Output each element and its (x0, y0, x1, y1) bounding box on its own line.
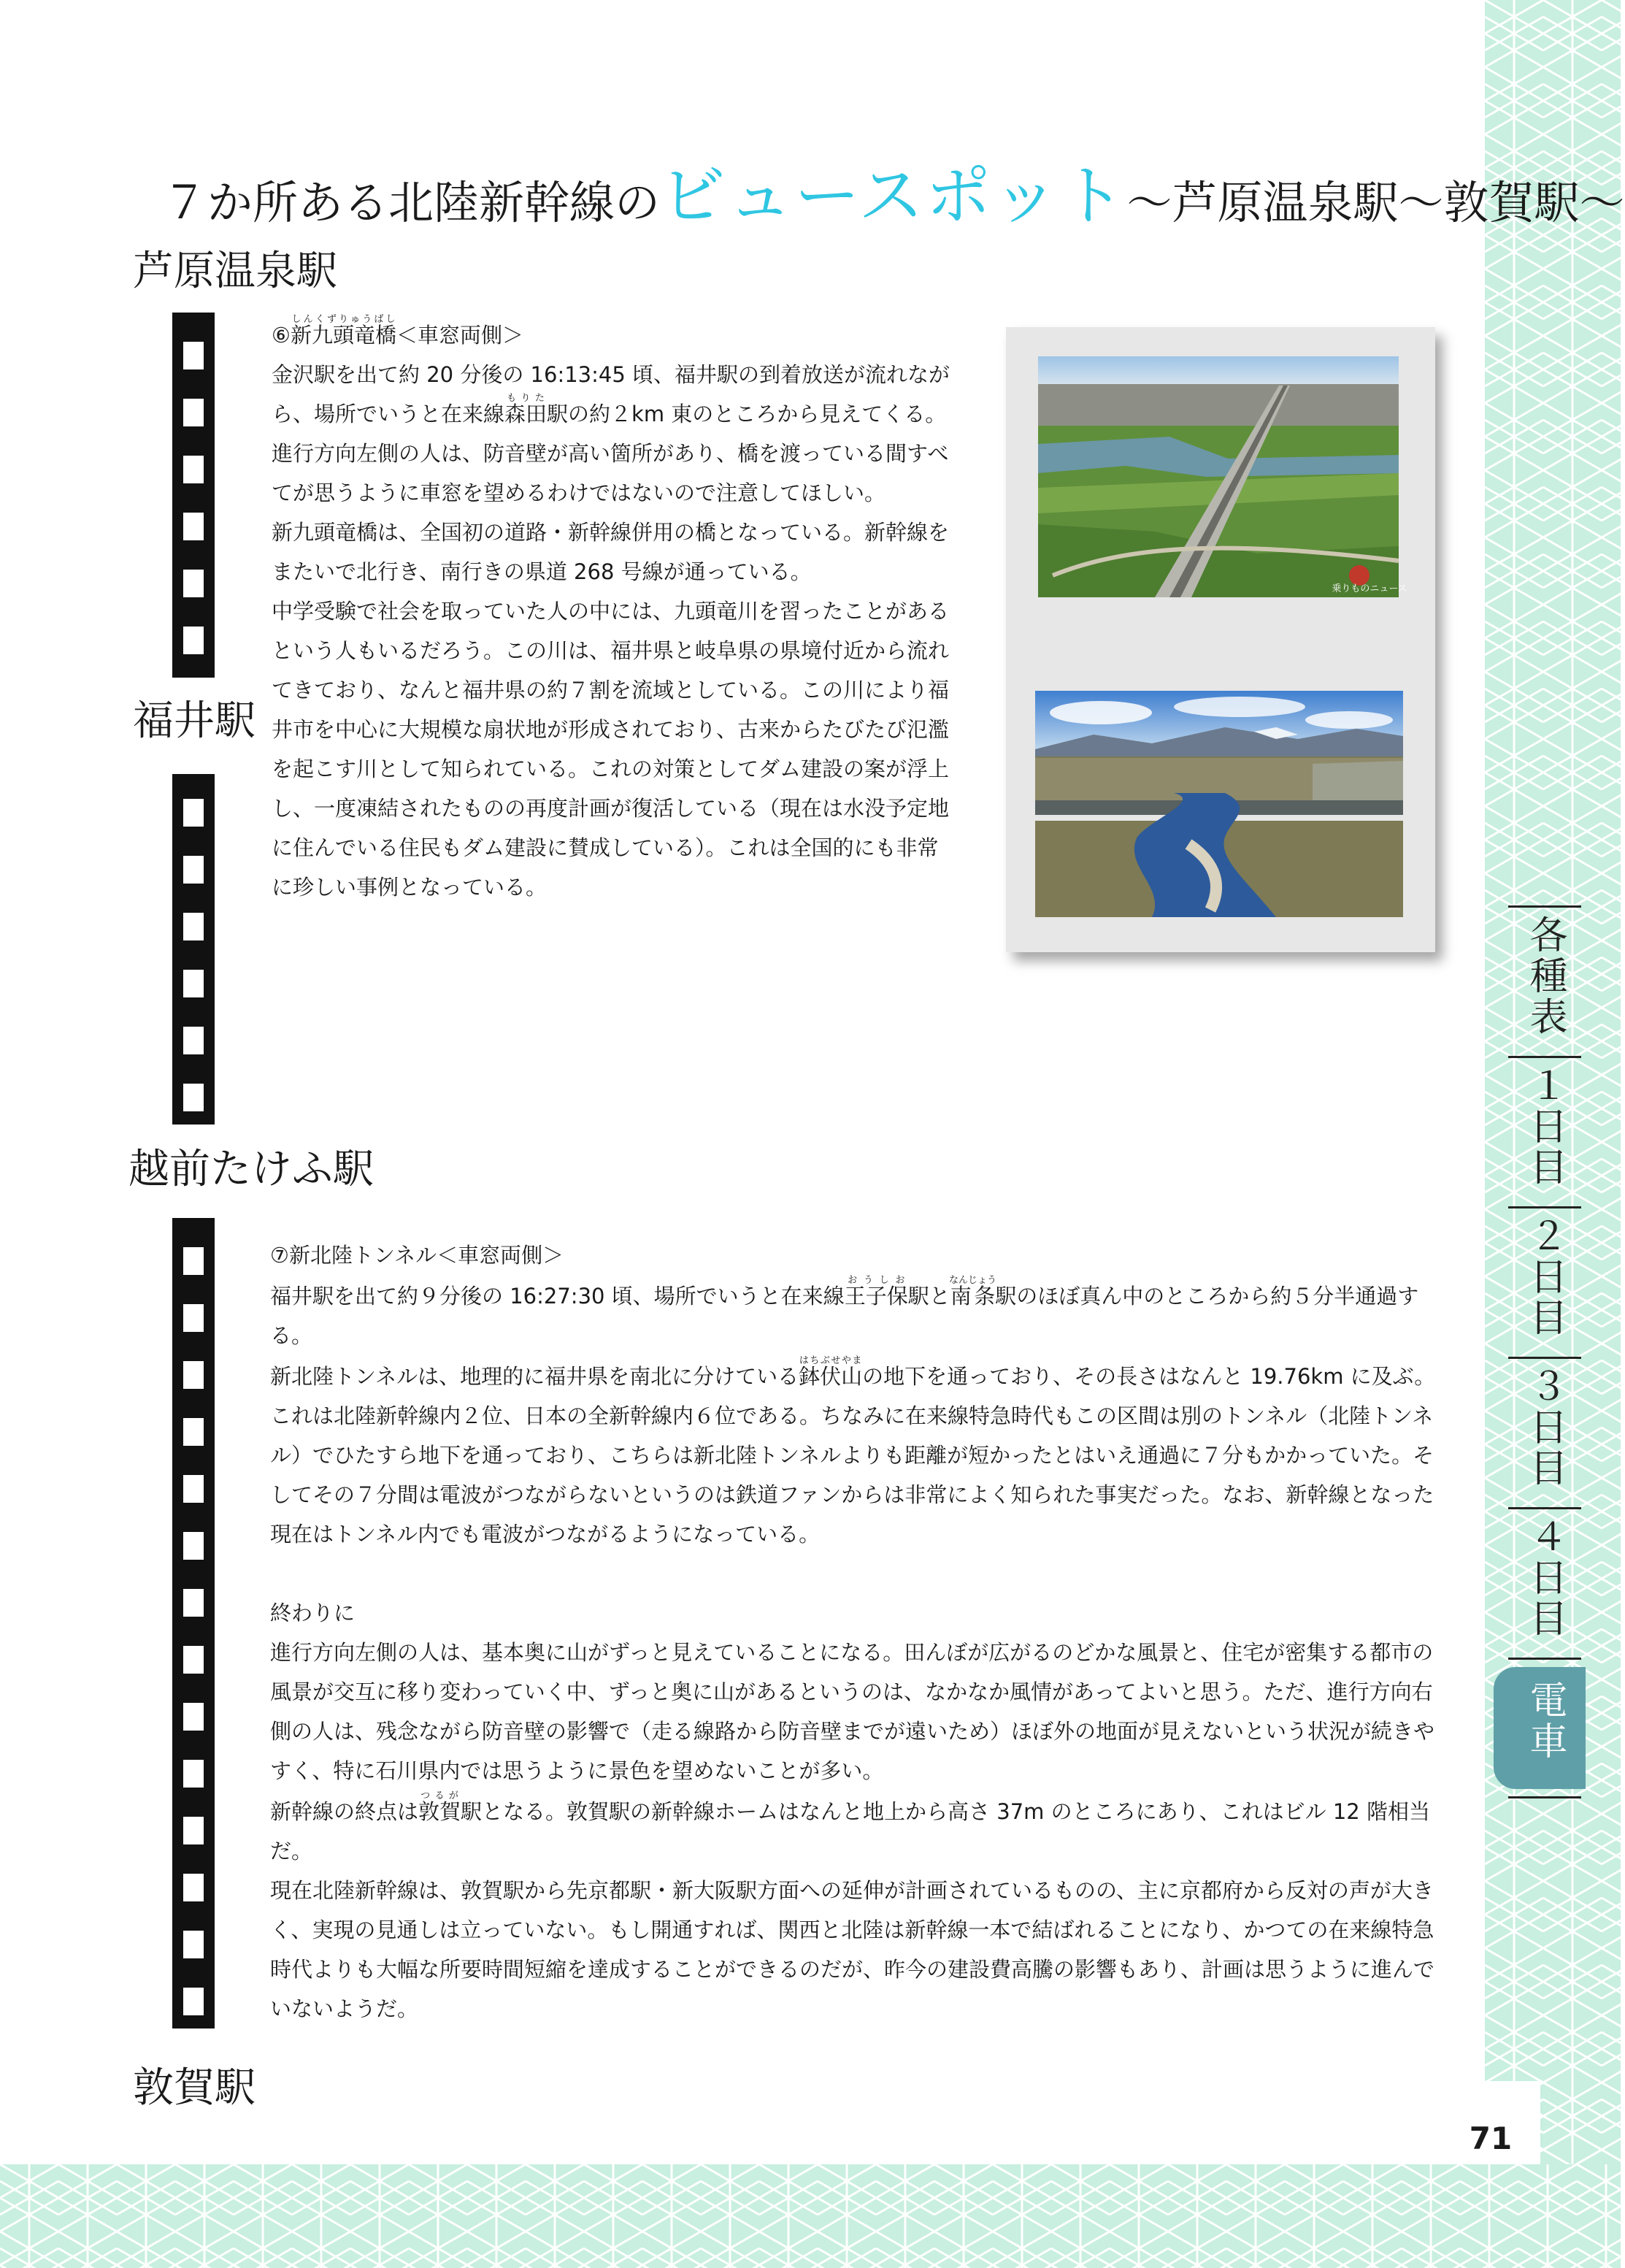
spot7-heading: ⑦新北陸トンネル＜車窓両側＞ (270, 1243, 564, 1268)
spot7-section (270, 1235, 1445, 1554)
tab-day1[interactable]: １日目 (1523, 1065, 1567, 1188)
page-number: 71 (1469, 2120, 1513, 2156)
title-suffix: 〜芦原温泉駅〜敦賀駅〜 (1126, 176, 1625, 229)
ending-heading: 終わりに (270, 1601, 356, 1625)
spot7-paragraph-2: 新北陸トンネルは、地理的に福井県を南北に分けている鉢伏山はちぶせやまの地下を通っており、その長さはなんと 19.76km に及ぶ。これは北陸新幹線内２位、日本の全新幹線内６位である。ちなみに在来線特急時代もこの区間は別のトンネル（北陸トンネル）でひたすら地下を通っており、こちらは新北陸トンネルよりも距離が短かったとはいえ通過に７分もかかっていた。そしてその７分間は電波がつながらないというのは鉄道ファンからは非常によく知られた事実だった。なお、新幹線となった現在はトンネル内でも電波がつながるようになっている。 (270, 1355, 1436, 1547)
photo-bridge-aerial (1038, 356, 1407, 597)
station-label-echizen: 越前たけふ駅 (128, 1146, 374, 1193)
decorative-pattern-bottom (0, 2164, 1621, 2268)
tab-kakushuhyo[interactable]: 各種表 (1523, 915, 1567, 1038)
spot6-paragraph-1: 金沢駅を出て約 20 分後の 16:13:45 頃、福井駅の到着放送が流れながら、場所でいうと在来線森田もりた駅の約２km 東のところから見えてくる。進行方向左側の人は、防音壁が高い箇所があり、橋を渡っている間すべてが思うように車窓を望めるわけではないので注意してほしい。 (272, 362, 950, 505)
spot6-heading: ⑥新九頭竜橋しんくずりゅうばし＜車窓両側＞ (272, 314, 524, 348)
tab-day3[interactable]: ３日目 (1523, 1366, 1567, 1489)
station-label-awara: 芦原温泉駅 (133, 248, 337, 295)
film-strip-segment (172, 1218, 215, 2028)
photo-river-aerial (1035, 691, 1403, 917)
tab-day4[interactable]: ４日目 (1523, 1517, 1567, 1639)
page-title (162, 156, 1625, 243)
title-accent: ビュースポット (660, 158, 1127, 234)
spot6-paragraph-2: 新九頭竜橋は、全国初の道路・新幹線併用の橋となっている。新幹線をまたいで北行き、南行きの県道 268 号線が通っている。 (272, 520, 950, 584)
photo-watermark: 乗りものニュース (1332, 583, 1407, 594)
title-prefix: ７か所ある北陸新幹線の (162, 176, 661, 229)
spot6-paragraph-3: 中学受験で社会を取っていた人の中には、九頭竜川を習ったことがあるという人もいるだろう。この川は、福井県と岐阜県の県境付近から流れてきており、なんと福井県の約７割を流域としている。この川により福井市を中心に大規模な扇状地が形成されており、古来からたびたび氾濫を起こす川として知られている。これの対策としてダム建設の案が浮上し、一度凍結されたものの再度計画が復活している（現在は水没予定地に住んでいる住民もダム建設に賛成している）。これは全国的にも非常に珍しい事例となっている。 (272, 599, 950, 900)
spot7-paragraph-1: 福井駅を出て約９分後の 16:27:30 頃、場所でいうと在来線王子保おうしお駅と南条なんじょう駅のほぼ真ん中のところから約５分半通過する。 (270, 1275, 1419, 1348)
ending-section (270, 1593, 1445, 2028)
side-index-tabs (1504, 898, 1586, 1806)
ending-paragraph-2: 新幹線の終点は敦賀つるが駅となる。敦賀駅の新幹線ホームはなんと地上から高さ 37m のところにあり、これはビル 12 階相当だ。 (270, 1790, 1430, 1863)
tab-day2[interactable]: ２日目 (1523, 1216, 1567, 1338)
station-label-fukui: 福井駅 (133, 697, 256, 745)
station-label-tsuruga: 敦賀駅 (133, 2064, 256, 2112)
spot6-section (272, 314, 950, 907)
film-strip-segment (172, 774, 215, 1125)
tab-densha[interactable]: 電車 (1494, 1667, 1586, 1789)
film-strip-segment (172, 313, 215, 678)
photo-card (1006, 327, 1435, 952)
ending-paragraph-3: 現在北陸新幹線は、敦賀駅から先京都駅・新大阪駅方面への延伸が計画されているものの、主に京都府から反対の声が大きく、実現の見通しは立っていない。もし開通すれば、関西と北陸は新幹線一本で結ばれることになり、かつての在来線特急時代よりも大幅な所要時間短縮を達成することができるのだが、昨今の建設費高騰の影響もあり、計画は思うように進んでいないようだ。 (270, 1878, 1435, 2021)
ending-paragraph-1: 進行方向左側の人は、基本奥に山がずっと見えていることになる。田んぼが広がるのどかな風景と、住宅が密集する都市の風景が交互に移り変わっていく中、ずっと奥に山があるというのは、なかなか風情があってよいと思う。ただ、進行方向右側の人は、残念ながら防音壁の影響で（走る線路から防音壁までが遠いため）ほぼ外の地面が見えないという状況が続きやすく、特に石川県内では思うように景色を望めないことが多い。 (270, 1640, 1435, 1783)
